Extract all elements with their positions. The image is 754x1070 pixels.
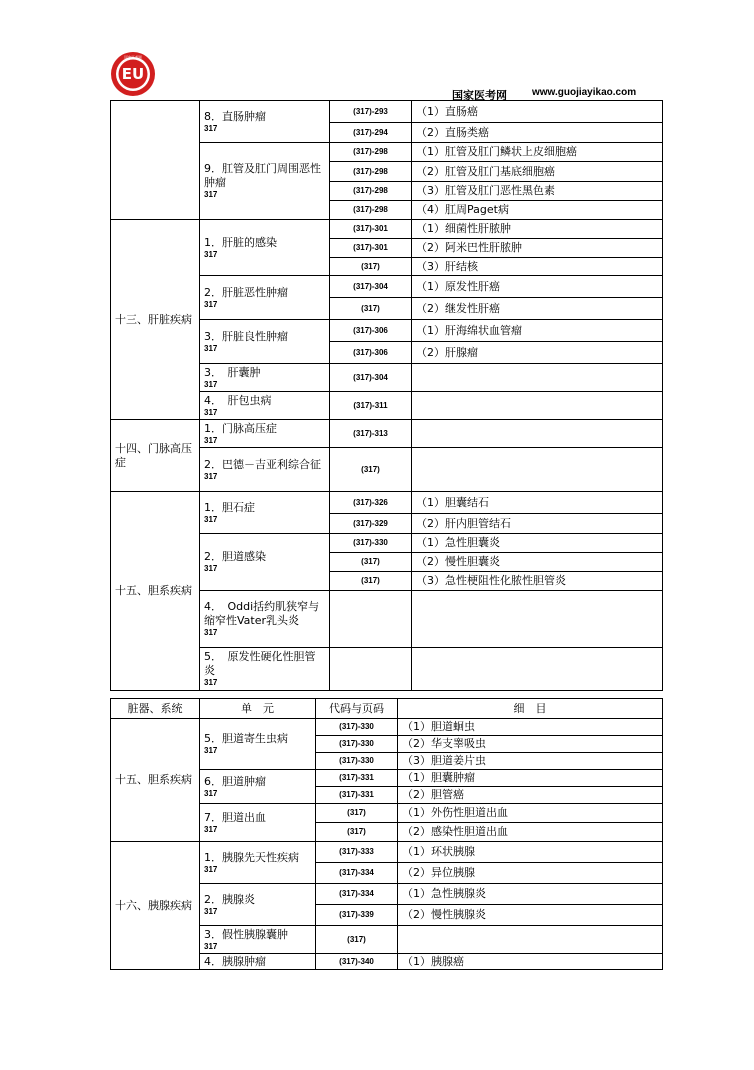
code-page-cell: (317) [330,258,412,276]
detail-cell: （2）肝腺瘤 [412,342,663,364]
detail-cell: （2）华支睾吸虫 [398,736,663,753]
unit-name: 2．胆道感染 [204,550,266,563]
detail-cell: （3）胆道姜片虫 [398,753,663,770]
detail-cell: （2）直肠类癌 [412,123,663,143]
detail-cell: （1）肛管及肛门鳞状上皮细胞癌 [412,143,663,162]
unit-book-number: 317 [204,788,218,798]
detail-cell: （1）急性胰腺炎 [398,884,663,905]
detail-cell: （1）环状胰腺 [398,842,663,863]
unit-name: 3． 肝囊肿 [204,365,261,379]
detail-cell [412,420,663,448]
table-row [111,492,663,514]
code-page-cell: (317) [330,553,412,572]
detail-cell: （2）阿米巴性肝脓肿 [412,239,663,258]
code-page-cell: (317)-326 [330,492,412,514]
code-page-cell: (317)-330 [316,753,398,770]
code-page-cell: (317)-304 [330,364,412,392]
unit-cell [200,884,316,926]
code-page-cell: (317)-304 [330,276,412,298]
unit-cell [200,842,316,884]
unit-book-number: 317 [204,123,218,133]
detail-cell: （1）胰腺癌 [398,954,663,970]
detail-cell: （3）肝结核 [412,258,663,276]
unit-name: 2．肝脏恶性肿瘤 [204,285,288,299]
detail-cell: （2）胆管癌 [398,787,663,804]
detail-cell: （1）直肠癌 [412,101,663,123]
unit-name: 5．胆道寄生虫病 [204,732,288,745]
unit-book-number: 317 [204,249,218,259]
code-page-cell: (317) [330,572,412,591]
organ-system-cell: 十四、门脉高压症 [111,420,200,492]
unit-name: 8．直肠肿瘤 [204,109,266,123]
detail-cell [412,591,663,648]
code-page-cell: (317)-313 [330,420,412,448]
code-page-cell: (317) [330,298,412,320]
code-page-cell: (317)-298 [330,162,412,182]
detail-cell: （3）肛管及肛门恶性黑色素 [412,182,663,201]
organ-system-cell: 十三、肝脏疾病 [111,220,200,420]
detail-cell [398,926,663,954]
detail-cell: （1）胆道蛔虫 [398,719,663,736]
code-page-cell: (317)-340 [316,954,398,970]
header-organ: 脏器、系统 [111,699,200,719]
code-page-cell [330,648,412,691]
unit-book-number: 317 [204,407,218,417]
unit-book-number: 317 [204,906,218,916]
unit-cell [200,320,330,364]
unit-name: 5． 原发性硬化性胆管炎 [204,650,316,677]
organ-system-cell: 十六、胰腺疾病 [111,842,200,970]
code-page-cell: (317)-306 [330,320,412,342]
header-code: 代码与页码 [316,699,398,719]
code-page-cell: (317)-311 [330,392,412,420]
code-page-cell: (317)-298 [330,182,412,201]
unit-cell [200,492,330,534]
unit-cell [200,420,330,448]
unit-book-number: 317 [204,678,218,687]
unit-book-number: 317 [204,746,218,755]
detail-cell: （2）异位胰腺 [398,863,663,884]
unit-cell [200,770,316,804]
detail-cell: （2）感染性胆道出血 [398,823,663,842]
unit-book-number: 317 [204,471,218,481]
unit-book-number: 317 [204,299,218,309]
unit-cell [200,220,330,276]
code-page-cell: (317)-330 [316,719,398,736]
code-page-cell: (317)-301 [330,220,412,239]
detail-cell: （4）肛周Paget病 [412,201,663,220]
header-unit: 单 元 [200,699,316,719]
code-page-cell: (317)-339 [316,905,398,926]
detail-cell [412,648,663,691]
unit-cell [200,804,316,842]
code-page-cell: (317)-329 [330,514,412,534]
site-url[interactable]: www.guojiayikao.com [532,87,637,98]
detail-cell: （2）继发性肝癌 [412,298,663,320]
logo-text: 国家医考网 [124,55,142,60]
table-row [111,842,663,863]
detail-cell: （2）慢性胆囊炎 [412,553,663,572]
unit-name: 4． Oddi括约肌狭窄与缩窄性Vater乳头炎 [204,600,320,627]
unit-cell [200,534,330,591]
unit-name: 4． 肝包虫病 [204,393,272,407]
table-row [111,101,663,123]
unit-cell [200,926,316,954]
unit-name: 6．胆道肿瘤 [204,774,266,788]
detail-cell: （2）肝内胆管结石 [412,514,663,534]
code-page-cell: (317) [316,804,398,823]
unit-name: 7．胆道出血 [204,810,266,824]
code-page-cell: (317)-301 [330,239,412,258]
syllabus-table-1 [110,100,663,691]
unit-cell [200,591,330,648]
detail-cell: （1）原发性肝癌 [412,276,663,298]
unit-cell [200,364,330,392]
code-page-cell: (317)-298 [330,201,412,220]
header-detail: 细 目 [398,699,663,719]
code-page-cell: (317)-331 [316,787,398,804]
unit-name: 1．胰腺先天性疾病 [204,850,299,864]
table-row [111,220,663,239]
organ-system-cell: 十五、胆系疾病 [111,492,200,691]
unit-cell [200,276,330,320]
detail-cell: （1）胆囊结石 [412,492,663,514]
unit-name: 2．巴德－吉亚利综合征 [204,457,321,471]
unit-name: 2．胰腺炎 [204,892,255,906]
unit-book-number: 317 [204,941,218,951]
code-page-cell: (317)-334 [316,884,398,905]
unit-name: 9．肛管及肛门周围恶性肿瘤 [204,162,321,189]
organ-system-cell [111,101,200,220]
unit-book-number: 317 [204,379,218,389]
unit-name: 4．胰腺肿瘤 [204,954,266,968]
unit-cell [200,954,316,970]
detail-cell [412,448,663,492]
detail-cell: （1）细菌性肝脓肿 [412,220,663,239]
detail-cell [412,392,663,420]
unit-book-number: 317 [204,514,218,524]
table-row [111,719,663,736]
code-page-cell: (317) [316,926,398,954]
detail-cell [412,364,663,392]
unit-book-number: 317 [204,190,218,199]
svg-text:EU: EU [121,65,145,83]
code-page-cell: (317) [330,448,412,492]
code-page-cell: (317)-306 [330,342,412,364]
table-header-row [111,699,663,719]
code-page-cell: (317)-330 [316,736,398,753]
site-logo-icon [109,50,157,98]
code-page-cell: (317)-298 [330,143,412,162]
code-page-cell: (317) [316,823,398,842]
detail-cell: （2）肛管及肛门基底细胞癌 [412,162,663,182]
table-row [111,420,663,448]
unit-book-number: 317 [204,628,218,637]
detail-cell: （1）外伤性胆道出血 [398,804,663,823]
unit-name: 1．胆石症 [204,500,255,514]
code-page-cell: (317)-334 [316,863,398,884]
syllabus-table-2 [110,698,663,970]
code-page-cell: (317)-293 [330,101,412,123]
unit-name: 1．门脉高压症 [204,421,277,435]
unit-name: 3．假性胰腺囊肿 [204,927,288,941]
unit-book-number: 317 [204,435,218,445]
code-page-cell [330,591,412,648]
detail-cell: （1）急性胆囊炎 [412,534,663,553]
unit-book-number: 317 [204,564,218,573]
unit-name: 3．肝脏良性肿瘤 [204,329,288,343]
organ-system-cell: 十五、胆系疾病 [111,719,200,842]
detail-cell: （2）慢性胰腺炎 [398,905,663,926]
detail-cell: （1）肝海绵状血管瘤 [412,320,663,342]
unit-book-number: 317 [204,864,218,874]
unit-cell [200,648,330,691]
code-page-cell: (317)-294 [330,123,412,143]
unit-cell [200,448,330,492]
code-page-cell: (317)-331 [316,770,398,787]
unit-cell [200,101,330,143]
code-page-cell: (317)-333 [316,842,398,863]
detail-cell: （1）胆囊肿瘤 [398,770,663,787]
unit-cell [200,392,330,420]
unit-name: 1．肝脏的感染 [204,235,277,249]
unit-book-number: 317 [204,824,218,834]
unit-book-number: 317 [204,343,218,353]
code-page-cell: (317)-330 [330,534,412,553]
unit-cell [200,143,330,220]
detail-cell: （3）急性梗阻性化脓性胆管炎 [412,572,663,591]
unit-cell [200,719,316,770]
site-name: 国家医考网 [452,89,507,102]
